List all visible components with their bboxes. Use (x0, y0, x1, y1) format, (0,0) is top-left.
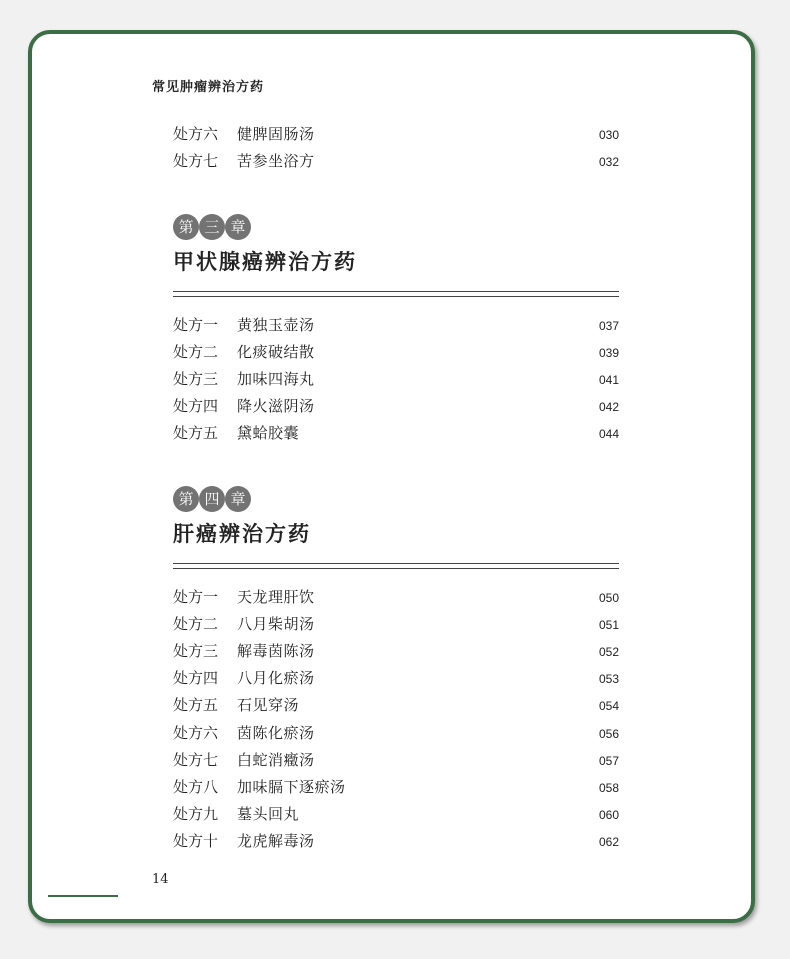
entry-label: 处方十 (173, 832, 219, 850)
entry-page: 042 (598, 400, 619, 414)
entry-label: 处方八 (173, 778, 219, 796)
chapter-badge (173, 214, 251, 240)
entry-page: 054 (598, 699, 619, 713)
toc-entry[interactable] (173, 776, 619, 798)
toc-entry[interactable] (173, 395, 619, 417)
toc-entry[interactable] (173, 667, 619, 689)
badge-char: 三 (199, 214, 225, 240)
entry-page: 052 (598, 645, 619, 659)
entry-label: 处方二 (173, 615, 219, 633)
frame-accent-line (48, 895, 118, 897)
chapter-title[interactable]: 甲状腺癌辨治方药 (173, 249, 357, 274)
entry-page: 053 (598, 672, 619, 686)
toc-entry[interactable] (173, 722, 619, 744)
toc-entry[interactable] (173, 613, 619, 635)
entry-page: 051 (598, 618, 619, 632)
entry-label: 处方六 (173, 125, 219, 143)
entry-title: 苦参坐浴方 (237, 152, 315, 170)
badge-char: 章 (225, 214, 251, 240)
entry-page: 039 (598, 346, 619, 360)
entry-page: 032 (598, 155, 619, 169)
entry-title: 天龙理肝饮 (237, 588, 315, 606)
entry-title: 茵陈化瘀汤 (237, 724, 315, 742)
entry-page: 050 (598, 591, 619, 605)
toc-entry[interactable] (173, 123, 619, 145)
entry-title: 加味膈下逐瘀汤 (237, 778, 346, 796)
entry-page: 057 (598, 754, 619, 768)
entry-label: 处方三 (173, 370, 219, 388)
entry-label: 处方六 (173, 724, 219, 742)
entry-page: 062 (598, 835, 619, 849)
toc-entry[interactable] (173, 586, 619, 608)
page-number: 14 (152, 872, 169, 887)
toc-entry[interactable] (173, 150, 619, 172)
entry-label: 处方五 (173, 424, 219, 442)
entry-title: 八月化瘀汤 (237, 669, 315, 687)
entry-label: 处方四 (173, 397, 219, 415)
entry-page: 056 (598, 727, 619, 741)
chapter-divider (173, 563, 619, 569)
entry-page: 030 (598, 128, 619, 142)
toc-entry[interactable] (173, 749, 619, 771)
entry-label: 处方五 (173, 696, 219, 714)
toc-entry[interactable] (173, 314, 619, 336)
entry-title: 加味四海丸 (237, 370, 315, 388)
toc-entry[interactable] (173, 422, 619, 444)
entry-label: 处方四 (173, 669, 219, 687)
badge-char: 第 (173, 486, 199, 512)
toc-entry[interactable] (173, 803, 619, 825)
entry-label: 处方一 (173, 316, 219, 334)
entry-title: 黛蛤胶囊 (237, 424, 300, 442)
entry-title: 降火滋阴汤 (237, 397, 315, 415)
entry-title: 健脾固肠汤 (237, 125, 315, 143)
chapter-badge (173, 486, 251, 512)
entry-label: 处方一 (173, 588, 219, 606)
toc-entry[interactable] (173, 830, 619, 852)
toc-entry[interactable] (173, 368, 619, 390)
entry-page: 037 (598, 319, 619, 333)
entry-title: 化痰破结散 (237, 343, 315, 361)
entry-title: 墓头回丸 (237, 805, 300, 823)
badge-char: 第 (173, 214, 199, 240)
toc-entry[interactable] (173, 640, 619, 662)
chapter-title[interactable]: 肝癌辨治方药 (173, 521, 311, 546)
entry-page: 044 (598, 427, 619, 441)
entry-page: 041 (598, 373, 619, 387)
entry-title: 黄独玉壶汤 (237, 316, 315, 334)
running-head: 常见肿瘤辨治方药 (152, 80, 265, 95)
entry-title: 八月柴胡汤 (237, 615, 315, 633)
entry-title: 龙虎解毒汤 (237, 832, 315, 850)
toc-entry[interactable] (173, 694, 619, 716)
entry-label: 处方七 (173, 751, 219, 769)
badge-char: 章 (225, 486, 251, 512)
entry-title: 白蛇消癥汤 (237, 751, 315, 769)
entry-label: 处方三 (173, 642, 219, 660)
entry-label: 处方九 (173, 805, 219, 823)
entry-page: 058 (598, 781, 619, 795)
chapter-divider (173, 291, 619, 297)
entry-label: 处方二 (173, 343, 219, 361)
toc-entry[interactable] (173, 341, 619, 363)
badge-char: 四 (199, 486, 225, 512)
entry-label: 处方七 (173, 152, 219, 170)
entry-title: 石见穿汤 (237, 696, 300, 714)
entry-page: 060 (598, 808, 619, 822)
entry-title: 解毒茵陈汤 (237, 642, 315, 660)
